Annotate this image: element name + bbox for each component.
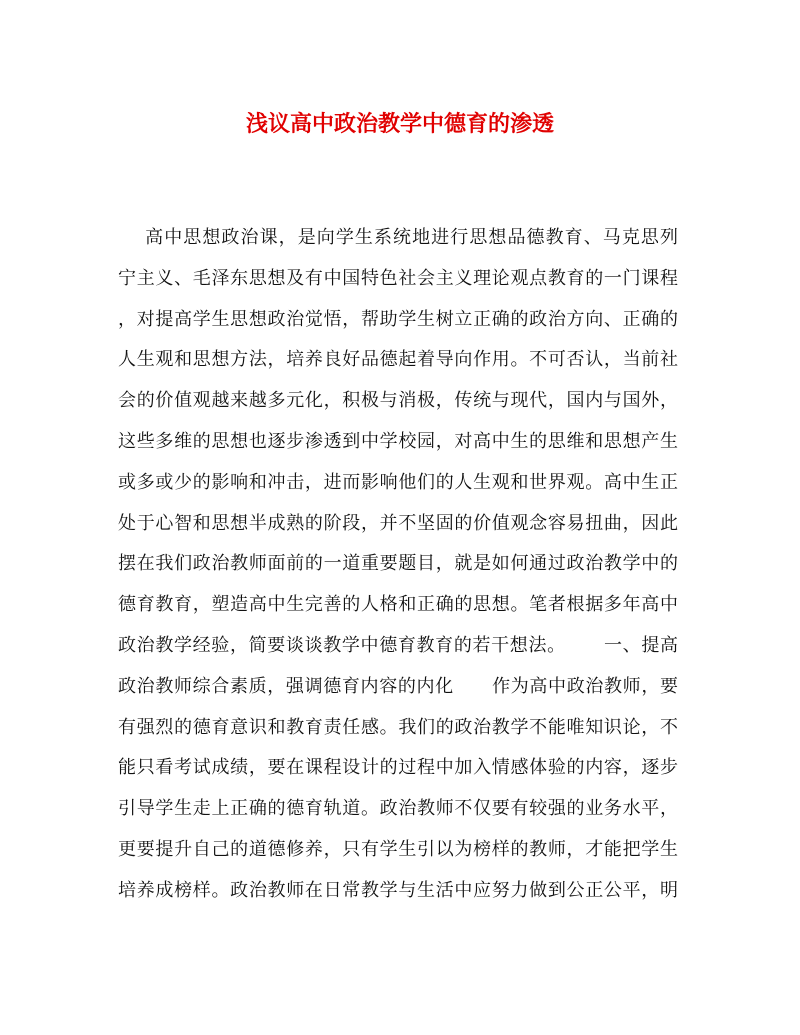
- body-line-8: 处于心智和思想半成熟的阶段，并不坚固的价值观念容易扭曲，因此: [118, 512, 678, 534]
- body-line-13: 有强烈的德育意识和教育责任感。我们的政治教学不能唯知识论，不: [118, 716, 678, 738]
- body-line-3: ，对提高学生思想政治觉悟，帮助学生树立正确的政治方向、正确的: [118, 308, 678, 330]
- body-line-2: 宁主义、毛泽东思想及有中国特色社会主义理论观点教育的一门课程: [118, 267, 678, 289]
- body-line-1: 高中思想政治课，是向学生系统地进行思想品德教育、马克思列: [118, 227, 678, 248]
- body-line-12: 政治教师综合素质，强调德育内容的内化 作为高中政治教师，要: [118, 675, 678, 697]
- document-title: 浅议高中政治教学中德育的渗透: [245, 111, 554, 137]
- body-line-10: 德育教育，塑造高中生完善的人格和正确的思想。笔者根据多年高中: [118, 594, 678, 616]
- body-line-6: 这些多维的思想也逐步渗透到中学校园，对高中生的思维和思想产生: [118, 430, 678, 452]
- body-line-9: 摆在我们政治教师面前的一道重要题目，就是如何通过政治教学中的: [118, 553, 678, 575]
- body-line-5: 会的价值观越来越多元化，积极与消极，传统与现代，国内与国外，: [118, 390, 678, 412]
- body-line-7: 或多或少的影响和冲击，进而影响他们的人生观和世界观。高中生正: [118, 471, 678, 493]
- body-line-17: 培养成榜样。政治教师在日常教学与生活中应努力做到公正公平，明: [118, 879, 678, 901]
- body-line-11: 政治教学经验，简要谈谈教学中德育教育的若干想法。 一、提高: [118, 634, 678, 656]
- body-line-4: 人生观和思想方法，培养良好品德起着导向作用。不可否认，当前社: [118, 349, 678, 371]
- body-line-15: 引导学生走上正确的德育轨道。政治教师不仅要有较强的业务水平，: [118, 798, 678, 820]
- document-body: [118, 218, 678, 912]
- body-line-16: 更要提升自己的道德修养，只有学生引以为榜样的教师，才能把学生: [118, 838, 678, 860]
- body-line-14: 能只看考试成绩，要在课程设计的过程中加入情感体验的内容，逐步: [118, 757, 678, 779]
